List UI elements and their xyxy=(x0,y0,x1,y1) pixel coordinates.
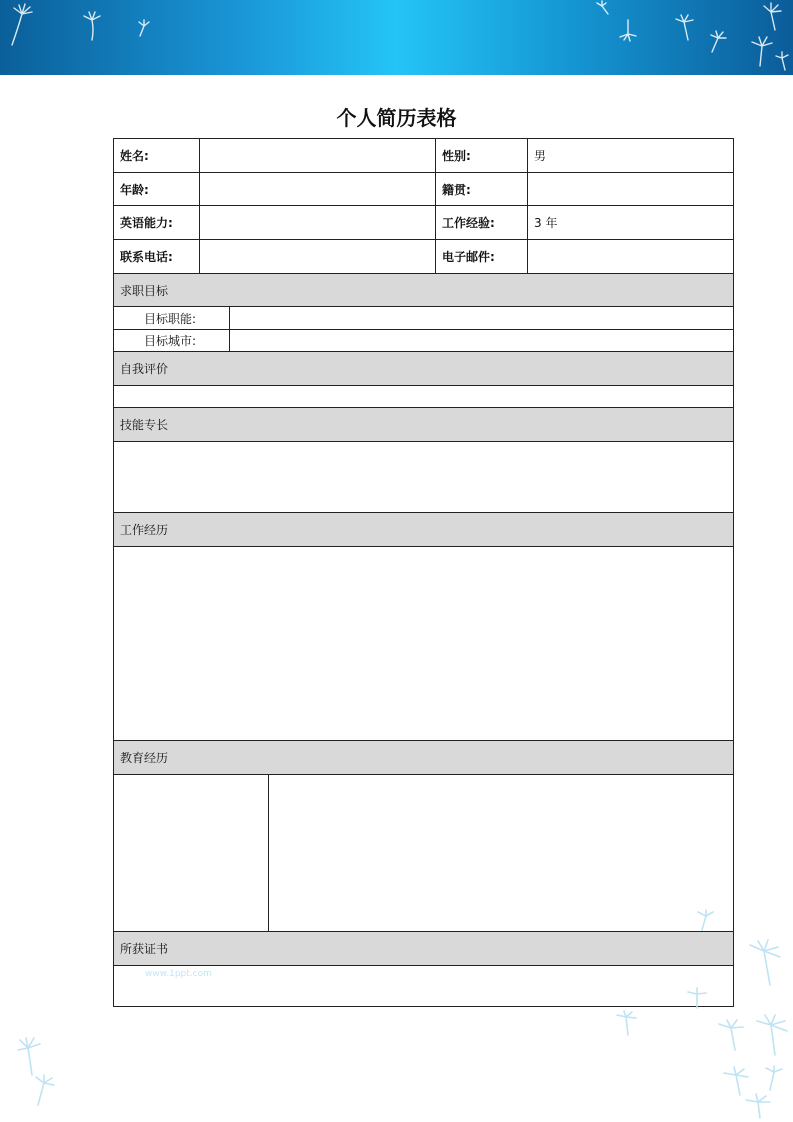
watermark: www.1ppt.com xyxy=(145,969,212,979)
skills-field[interactable] xyxy=(113,441,734,513)
education-period-field[interactable] xyxy=(113,774,269,932)
target-function-label: 目标职能: xyxy=(113,306,230,330)
english-label: 英语能力: xyxy=(113,205,200,240)
resume-form xyxy=(113,138,734,1007)
education-header: 教育经历 xyxy=(113,740,734,775)
english-field[interactable] xyxy=(199,205,436,240)
header-banner xyxy=(0,0,793,75)
target-city-field[interactable] xyxy=(229,329,734,352)
email-field[interactable] xyxy=(527,239,734,274)
page-title: 个人简历表格 xyxy=(336,106,457,130)
hometown-field[interactable] xyxy=(527,172,734,206)
self-evaluation-field[interactable] xyxy=(113,385,734,408)
self-evaluation-header: 自我评价 xyxy=(113,351,734,386)
gender-field[interactable]: 男 xyxy=(527,138,734,173)
phone-field[interactable] xyxy=(199,239,436,274)
target-function-field[interactable] xyxy=(229,306,734,330)
skills-header: 技能专长 xyxy=(113,407,734,442)
age-field[interactable] xyxy=(199,172,436,206)
email-label: 电子邮件: xyxy=(435,239,528,274)
experience-label: 工作经验: xyxy=(435,205,528,240)
work-history-field[interactable] xyxy=(113,546,734,741)
target-city-label: 目标城市: xyxy=(113,329,230,352)
experience-field[interactable]: 3 年 xyxy=(527,205,734,240)
dandelion-decoration-icon xyxy=(0,0,793,75)
job-objective-header: 求职目标 xyxy=(113,273,734,307)
age-label: 年龄: xyxy=(113,172,200,206)
education-detail-field[interactable] xyxy=(268,774,734,932)
certificates-header: 所获证书 xyxy=(113,931,734,966)
gender-label: 性别: xyxy=(435,138,528,173)
phone-label: 联系电话: xyxy=(113,239,200,274)
name-field[interactable] xyxy=(199,138,436,173)
hometown-label: 籍贯: xyxy=(435,172,528,206)
name-label: 姓名: xyxy=(113,138,200,173)
work-history-header: 工作经历 xyxy=(113,512,734,547)
